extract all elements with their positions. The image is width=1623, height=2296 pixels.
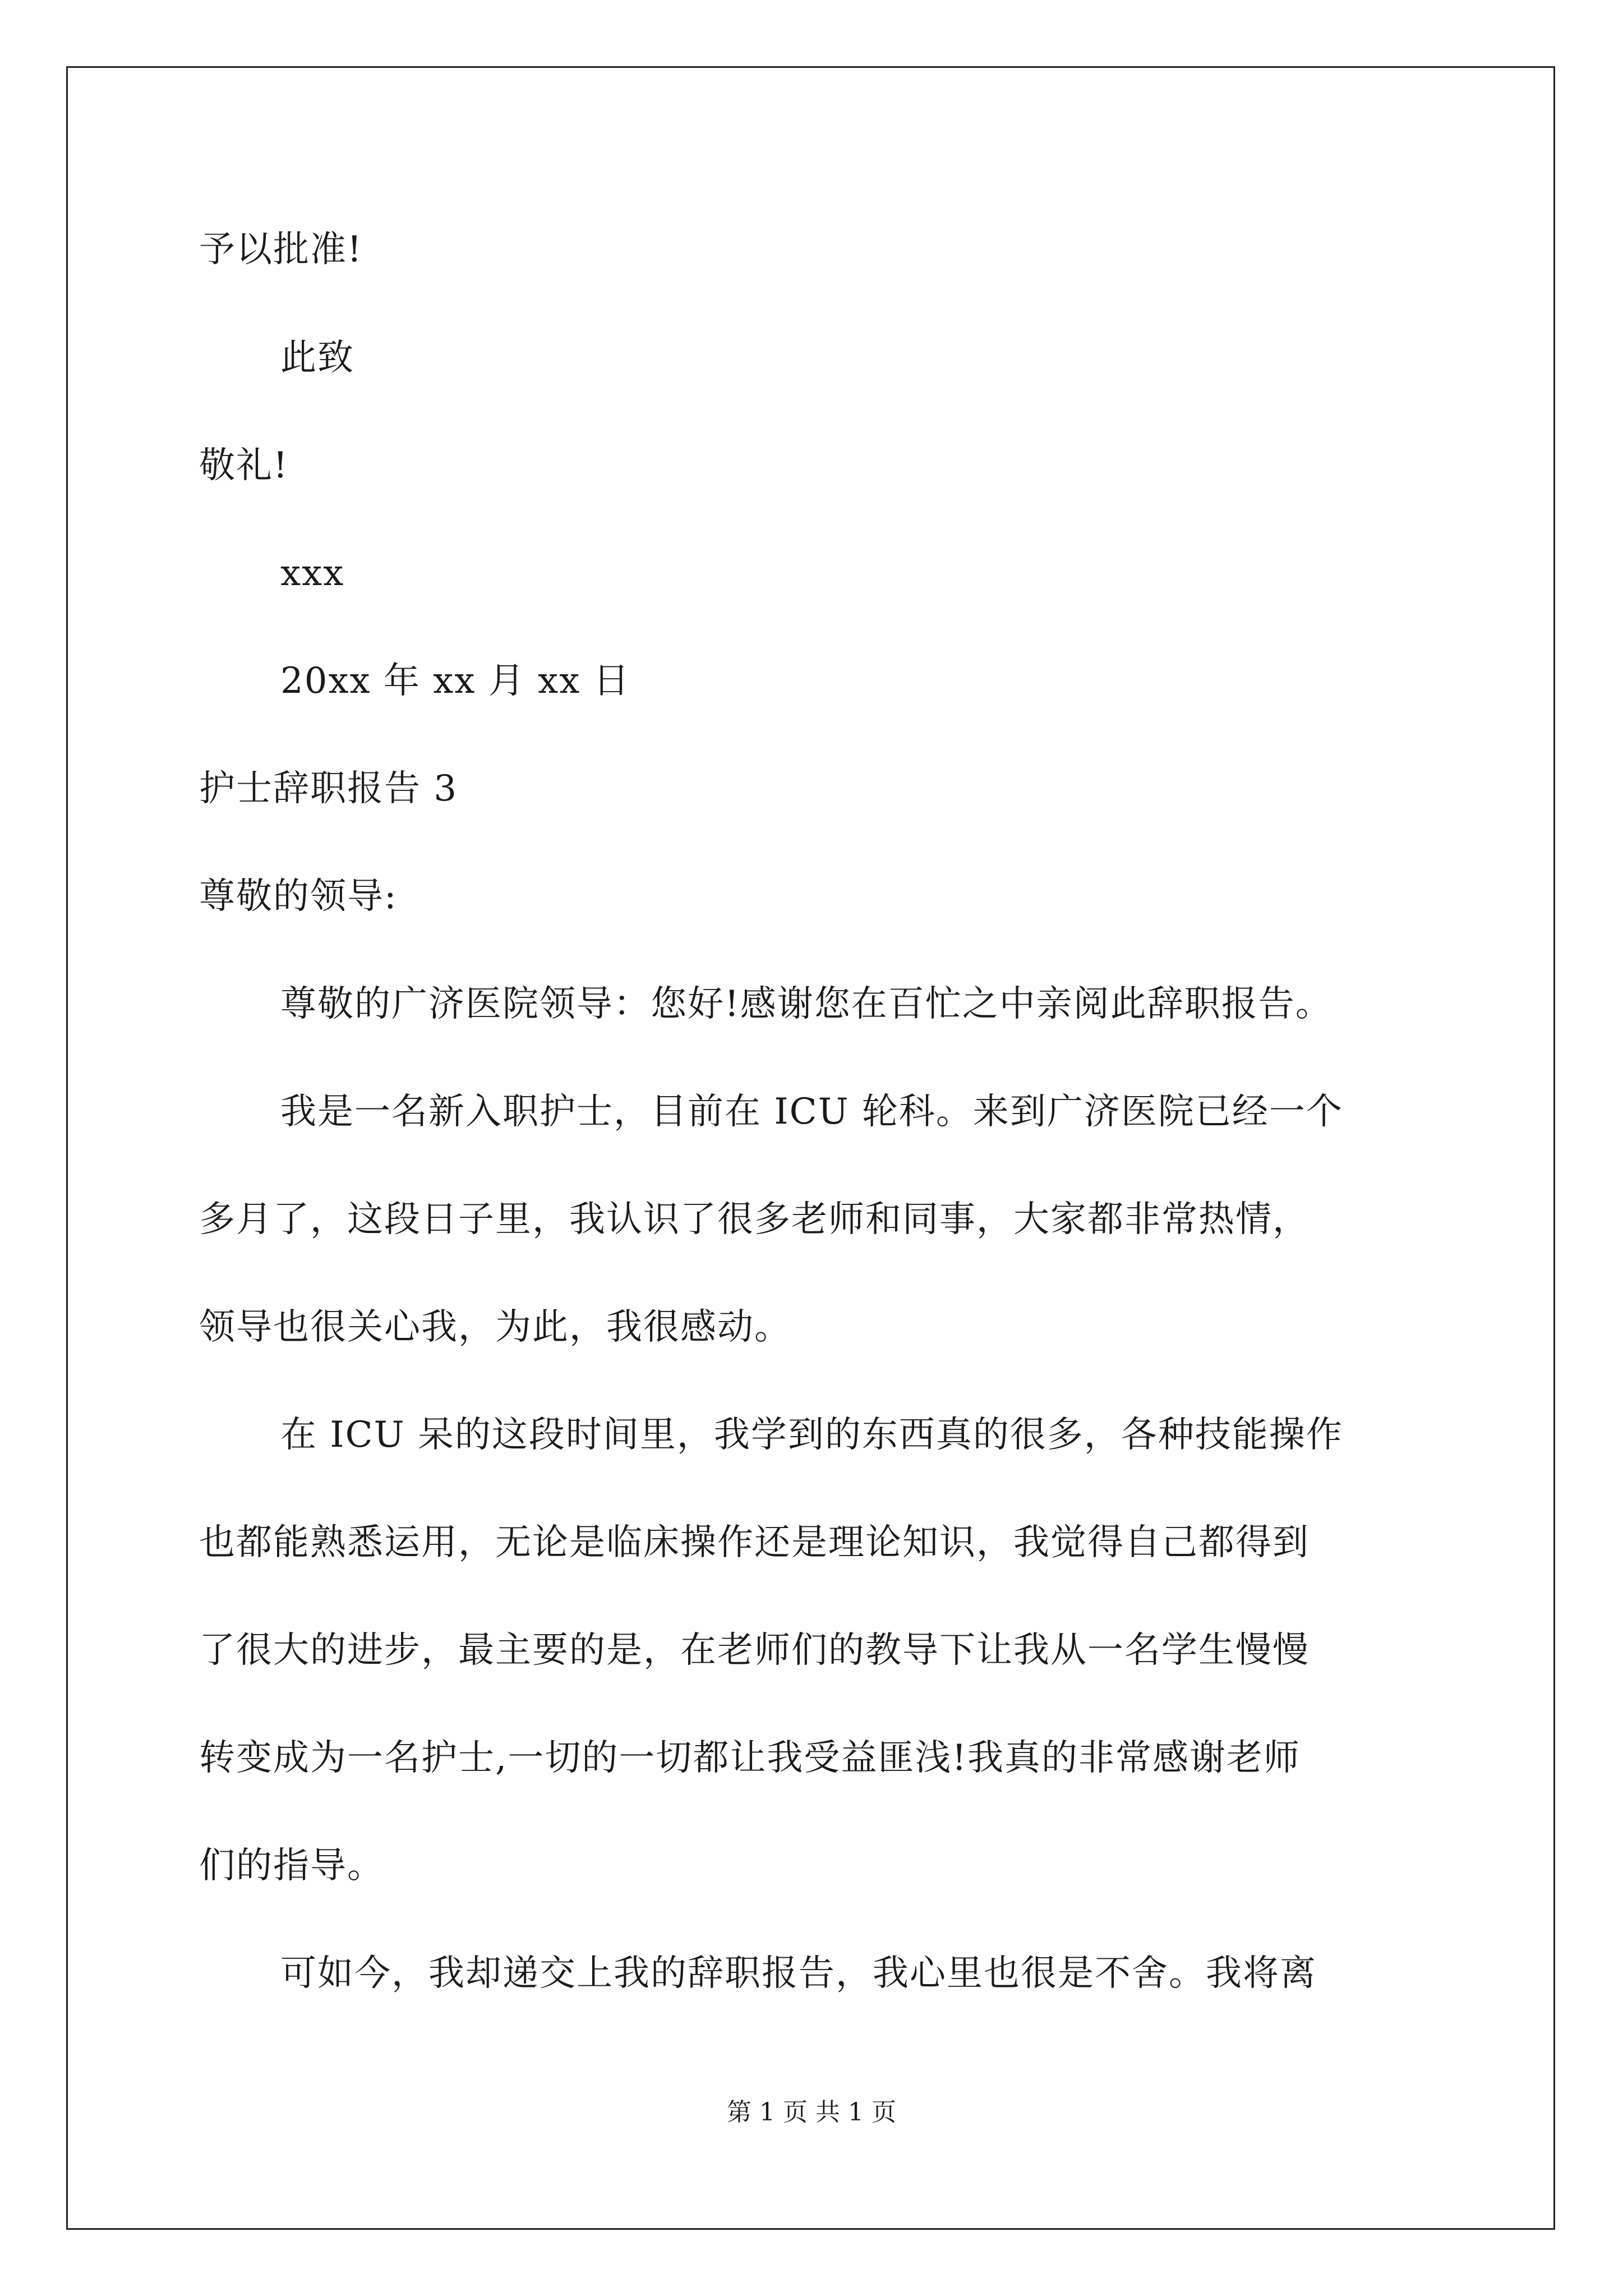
- text-line-regards: 敬礼!: [199, 445, 289, 486]
- paragraph-line: 我是一名新入职护士，目前在 ICU 轮科。来到广济医院已经一个: [280, 1091, 1343, 1133]
- text-line-signature: xxx: [280, 553, 345, 594]
- paragraph-line: 尊敬的广济医院领导：您好!感谢您在百忙之中亲阅此辞职报告。: [280, 983, 1332, 1025]
- paragraph-line: 也都能熟悉运用，无论是临床操作还是理论知识，我觉得自己都得到: [199, 1522, 1310, 1563]
- text-line-approve: 予以批准!: [199, 229, 363, 270]
- page-footer: 第 1 页 共 1 页: [727, 2098, 896, 2127]
- paragraph-line: 可如今，我却递交上我的辞职报告，我心里也很是不舍。我将离: [280, 1953, 1317, 1994]
- paragraph-line: 转变成为一名护士,一切的一切都让我受益匪浅!我真的非常感谢老师: [199, 1737, 1301, 1779]
- paragraph-line: 们的指导。: [199, 1845, 384, 1887]
- paragraph-line: 多月了，这段日子里，我认识了很多老师和同事，大家都非常热情，: [199, 1199, 1310, 1240]
- text-line-salutation: 此致: [280, 337, 354, 379]
- paragraph-line: 了很大的进步，最主要的是，在老师们的教导下让我从一名学生慢慢: [199, 1630, 1310, 1671]
- paragraph-line: 在 ICU 呆的这段时间里，我学到的东西真的很多，各种技能操作: [280, 1414, 1343, 1456]
- text-line-date: 20xx 年 xx 月 xx 日: [280, 660, 630, 702]
- text-line-greeting: 尊敬的领导:: [199, 876, 398, 917]
- section-title: 护士辞职报告 3: [199, 768, 458, 809]
- paragraph-line: 领导也很关心我，为此，我很感动。: [199, 1306, 791, 1348]
- page-border: [66, 66, 1555, 2230]
